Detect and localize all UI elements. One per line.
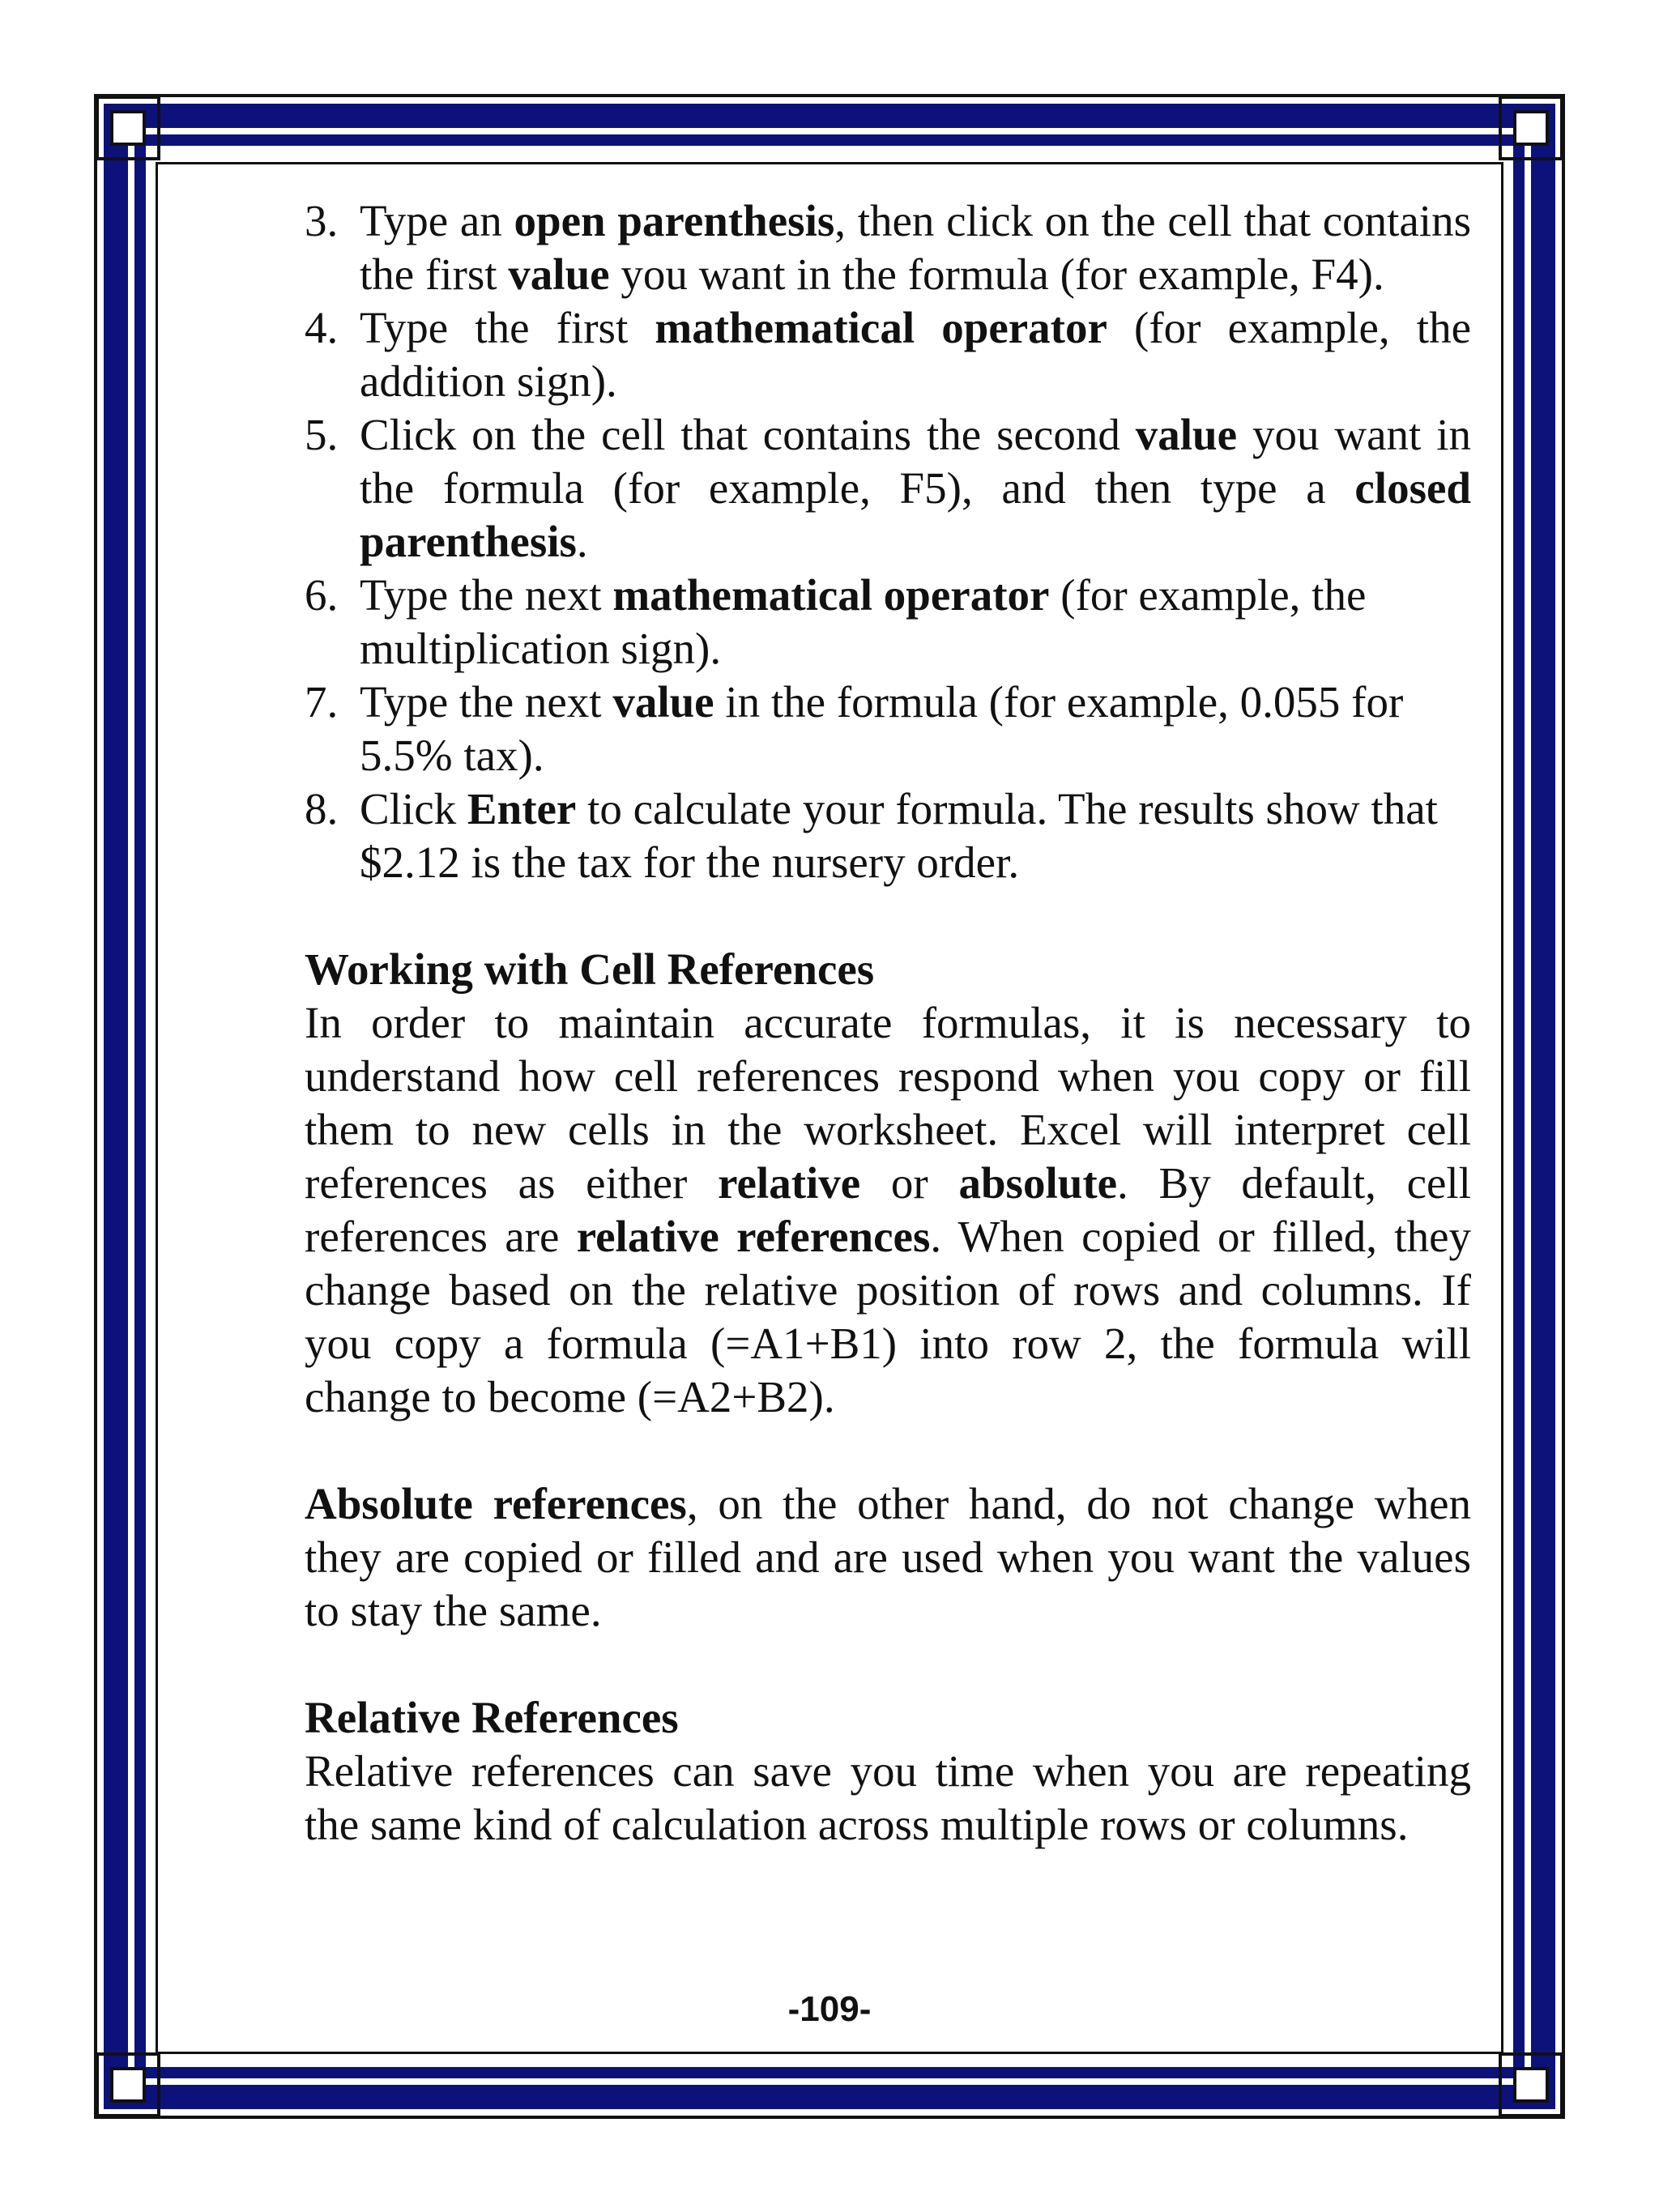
bold-term: value: [612, 677, 714, 727]
bold-term: absolute: [958, 1158, 1118, 1208]
bold-term: relative references: [576, 1212, 931, 1261]
section-heading-relative-references: Relative References: [305, 1693, 679, 1742]
bold-term: Enter: [467, 784, 577, 833]
steps-list: [305, 194, 1471, 889]
step-number: 5.: [305, 410, 339, 459]
step-text: Type the next value in the formula (for example, 0.055 for 5.5% tax).: [360, 677, 1404, 780]
bold-term: relative: [718, 1158, 861, 1208]
step-item: [305, 301, 1471, 408]
step-number: 4.: [305, 303, 339, 352]
relative-references-paragraph: Relative references can save you time when you are repeating the same kind of calculation across multiple rows or columns.: [305, 1746, 1471, 1849]
step-item: [305, 782, 1471, 889]
page-content: [305, 194, 1471, 1852]
step-item: [305, 408, 1471, 569]
bold-term: open parenthesis: [514, 196, 835, 245]
bold-term: value: [508, 249, 610, 299]
frame-corner-ornament: [1499, 96, 1563, 160]
step-item: [305, 676, 1471, 782]
step-number: 3.: [305, 196, 339, 245]
bold-term: value: [1135, 410, 1238, 459]
absolute-references-paragraph: Absolute references, on the other hand, do not change when they are copied or filled and are used when you want the values to stay the same.: [305, 1479, 1471, 1635]
step-item: [305, 194, 1471, 301]
step-text: Click Enter to calculate your formula. The results show that $2.12 is the tax for the nursery order.: [360, 784, 1438, 887]
frame-corner-ornament: [96, 2052, 160, 2117]
step-number: 8.: [305, 784, 339, 833]
step-text: Click on the cell that contains the second value you want in the formula (for example, F5), and then type a closed parenthesis.: [360, 410, 1471, 566]
step-text: Type the next mathematical operator (for example, the multiplication sign).: [360, 570, 1367, 673]
page-number: -109-: [787, 1989, 872, 2029]
bold-term: Absolute references: [305, 1479, 687, 1528]
step-item: [305, 569, 1471, 676]
frame-corner-ornament: [1499, 2052, 1563, 2117]
bold-term: mathematical operator: [612, 570, 1050, 620]
step-text: Type the first mathematical operator (for example, the addition sign).: [360, 303, 1471, 406]
step-text: Type an open parenthesis, then click on the cell that contains the first value you want in the formula (for example, F4).: [360, 196, 1471, 299]
section-heading-cell-references: Working with Cell References: [305, 944, 875, 994]
step-number: 7.: [305, 677, 339, 727]
step-number: 6.: [305, 570, 339, 620]
bold-term: mathematical operator: [655, 303, 1107, 352]
cell-references-paragraph: In order to maintain accurate formulas, it is necessary to understand how cell references respond when you copy or fill them to new cells in the worksheet. Excel will interpret cell references as either relative or absolute. By default, cell references are relative references. When copied or filled, they change based on the relative position of rows and columns. If you copy a formula (=A1+B1) into row 2, the formula will change to become (=A2+B2).: [305, 998, 1472, 1421]
frame-corner-ornament: [96, 96, 160, 160]
bold-term: closed parenthesis: [360, 463, 1471, 566]
